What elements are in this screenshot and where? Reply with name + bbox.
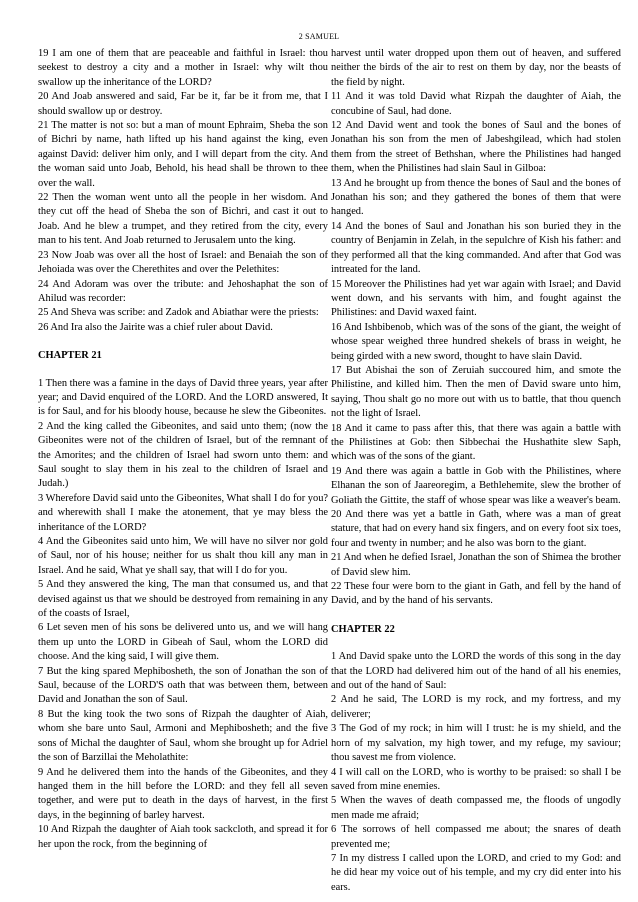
verse: 2 And the king called the Gibeonites, and said unto them; (now the Gibeonites were not of the children of Israel, but of the remnant of the Amorites; and the children of Israel had sworn unto them: and Saul sought to slay them in his zeal to the children of Israel and Judah.) xyxy=(38,420,328,490)
verse: 7 In my distress I called upon the LORD, and cried to my God: and he did hear my voice out of his temple, and my cry did enter into his ears. xyxy=(331,852,621,893)
verse: 2 And he said, The LORD is my rock, and my fortress, and my deliverer; xyxy=(331,694,621,720)
verse: 21 And when he defied Israel, Jonathan the son of Shimea the brother of David slew him. xyxy=(331,552,621,578)
left-column xyxy=(38,47,328,852)
verse: 14 And the bones of Saul and Jonathan his son buried they in the country of Benjamin in Zelah, in the sepulchre of Kish his father: and they performed all that the king commanded. And after that God was intreated for the land. xyxy=(331,220,621,276)
verse: 21 The matter is not so: but a man of mount Ephraim, Sheba the son of Bichri by name, hath lifted up his hand against the king, even against David: deliver him only, and I will depart from the city. And the woman said unto Joab, Behold, his head shall be thrown to thee over the wall. xyxy=(38,120,328,189)
verse: 22 Then the woman went unto all the people in her wisdom. And they cut off the head of Sheba the son of Bichri, and cast it out to Joab. And he blew a trumpet, and they retired from the city, every man to his tent. And Joab returned to Jerusalem unto the king. xyxy=(38,192,328,247)
verse: 4 And the Gibeonites said unto him, We will have no silver nor gold of Saul, nor of his house; neither for us shalt thou kill any man in Israel. And he said, What ye shall say, that will I do for you. xyxy=(38,536,328,576)
verse: 7 But the king spared Mephibosheth, the son of Jonathan the son of Saul, because of the LORD'S oath that was between them, between David and Jonathan the son of Saul. xyxy=(38,665,328,706)
verse: 24 And Adoram was over the tribute: and Jehoshaphat the son of Ahilud was recorder: xyxy=(38,278,328,304)
verse: 20 And Joab answered and said, Far be it, far be it from me, that I should swallow up or destroy. xyxy=(38,91,328,117)
verse: 5 When the waves of death compassed me, the floods of ungodly men made me afraid; xyxy=(331,795,621,821)
verse: 1 And David spake unto the LORD the words of this song in the day that the LORD had delivered him out of the hand of all his enemies, and out of the hand of Saul: xyxy=(331,651,621,692)
verse: 18 And it came to pass after this, that there was again a battle with the Philistines at Gob: then Sibbechai the Hushathite slew Saph, which was of the sons of the giant. xyxy=(331,422,621,463)
verse: 19 I am one of them that are peaceable and faithful in Israel: thou seekest to destroy a city and a mother in Israel: why wilt thou swallow up the inheritance of the LORD? xyxy=(38,48,328,88)
verse: 3 Wherefore David said unto the Gibeonites, What shall I do for you? and wherewith shall I make the atonement, that ye may bless the inheritance of the LORD? xyxy=(38,492,328,533)
verse: 13 And he brought up from thence the bones of Saul and the bones of Jonathan his son; and they gathered the bones of them that were hanged. xyxy=(331,177,621,218)
verse: 6 Let seven men of his sons be delivered unto us, and we will hang them up unto the LORD in Gibeah of Saul, whom the LORD did choose. And the king said, I will give them. xyxy=(38,622,328,663)
chapter-heading: CHAPTER 21 xyxy=(38,350,102,362)
verse: 17 But Abishai the son of Zeruiah succoured him, and smote the Philistine, and killed him. Then the men of David sware unto him, saying, Thou shalt go no more out with us to battle, that thou quench not the light of Israel. xyxy=(331,364,621,420)
verse: 12 And David went and took the bones of Saul and the bones of Jonathan his son from the men of Jabeshgilead, which had stolen them from the street of Bethshan, where the Philistines had hanged them, when the Philistines had slain Saul in Gilboa: xyxy=(331,120,621,175)
verse: 15 Moreover the Philistines had yet war again with Israel; and David went down, and his servants with him, and fought against the Philistines: and David waxed faint. xyxy=(331,278,621,319)
verse: 19 And there was again a battle in Gob with the Philistines, where Elhanan the son of Jaareoregim, a Bethlehemite, slew the brother of Goliath the Gittite, the staff of whose spear was like a weaver's beam. xyxy=(331,465,621,506)
verse: 8 But the king took the two sons of Rizpah the daughter of Aiah, whom she bare unto Saul, Armoni and Mephibosheth; and the five sons of Michal the daughter of Saul, whom she brought up for Adriel the son of Barzillai the Meholathite: xyxy=(38,708,328,764)
verse: 10 And Rizpah the daughter of Aiah took sackcloth, and spread it for her upon the rock, from the beginning of xyxy=(38,824,328,850)
verse: 9 And he delivered them into the hands of the Gibeonites, and they hanged them in the hill before the LORD: and they fell all seven together, and were put to death in the days of harvest, in the first days, in the beginning of barley harvest. xyxy=(38,766,328,821)
verse: 4 I will call on the LORD, who is worthy to be praised: so shall I be saved from mine enemies. xyxy=(331,766,621,792)
chapter-heading: CHAPTER 22 xyxy=(331,623,395,635)
right-column xyxy=(331,47,621,895)
verse: 11 And it was told David what Rizpah the daughter of Aiah, the concubine of Saul, had done. xyxy=(331,91,621,117)
verse: 23 Now Joab was over all the host of Israel: and Benaiah the son of Jehoiada was over the Cherethites and over the Pelethites: xyxy=(38,249,328,276)
verse: 26 And Ira also the Jairite was a chief ruler about David. xyxy=(38,321,273,333)
running-header: 2 SAMUEL xyxy=(298,32,340,41)
verse: 22 These four were born to the giant in Gath, and fell by the hand of David, and by the hand of his servants. xyxy=(331,581,621,607)
verse: 5 And they answered the king, The man that consumed us, and that devised against us that we should be destroyed from remaining in any of the coasts of Israel, xyxy=(38,579,329,620)
verse: 1 Then there was a famine in the days of David three years, year after year; and David enquired of the LORD. And the LORD answered, It is for Saul, and for his bloody house, because he slew the Gibeonites. xyxy=(38,377,328,418)
verse: 3 The God of my rock; in him will I trust: he is my shield, and the horn of my salvation, my high tower, and my refuge, my saviour; thou savest me from violence. xyxy=(331,723,621,764)
verse: 20 And there was yet a battle in Gath, where was a man of great stature, that had on every hand six fingers, and on every foot six toes, four and twenty in number; and he also was born to the giant. xyxy=(331,509,621,549)
verse: 16 And Ishbibenob, which was of the sons of the giant, the weight of whose spear weighed three hundred shekels of brass in weight, he being girded with a new sword, thought to have slain David. xyxy=(331,321,621,362)
verse: 6 The sorrows of hell compassed me about; the snares of death prevented me; xyxy=(331,824,621,850)
verse: harvest until water dropped upon them out of heaven, and suffered neither the birds of the air to rest on them by day, nor the beasts of the field by night. xyxy=(331,48,621,88)
verse: 25 And Sheva was scribe: and Zadok and Abiathar were the priests: xyxy=(38,307,319,319)
